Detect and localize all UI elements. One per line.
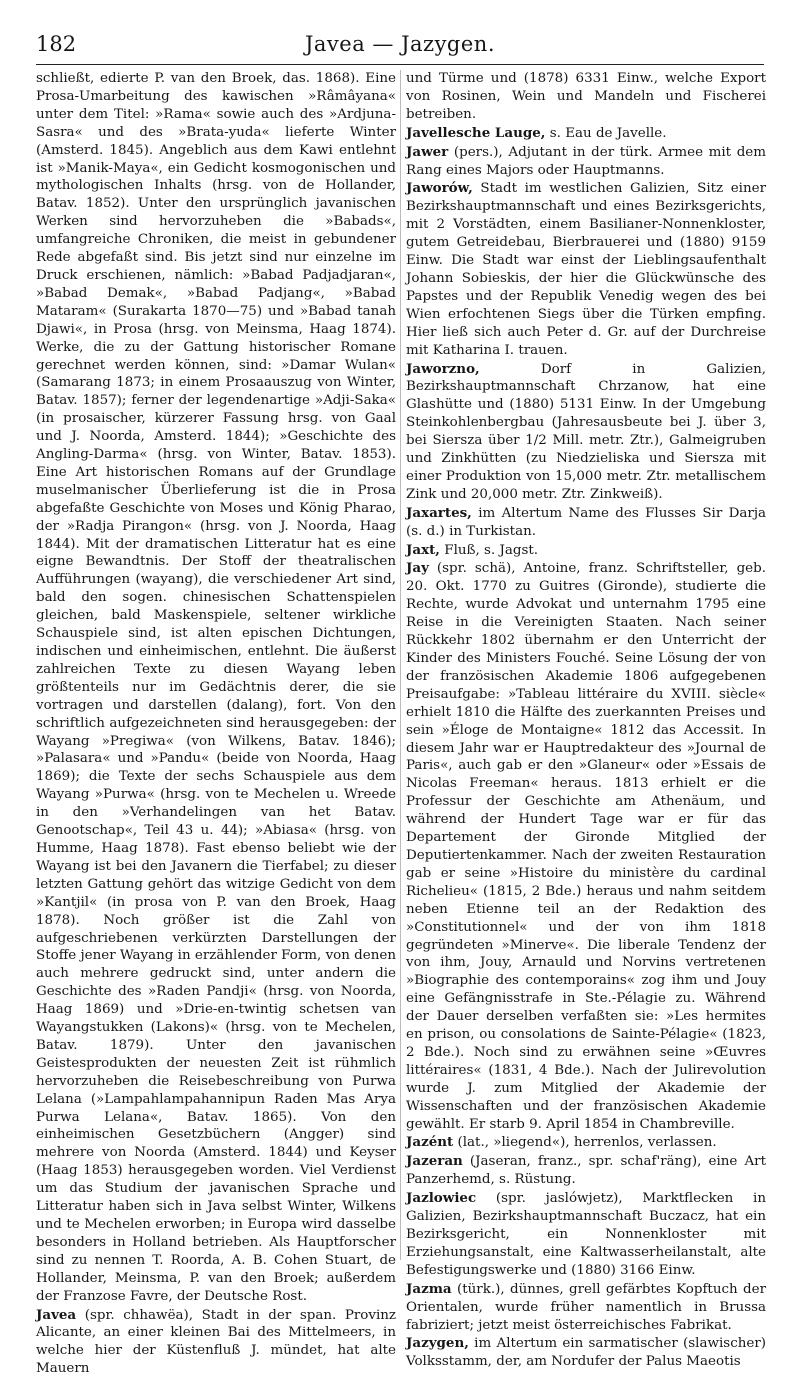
page-header (36, 24, 764, 65)
dictionary-entry (406, 361, 766, 504)
dictionary-entry (406, 560, 766, 1133)
entry-text: schließt, edierte P. van den Broek, das. 1868). Eine Prosa-Umarbeitung des kawischen »Râmâyana« unter dem Titel: »Rama« sowie auch des »Ardjuna-Sasra« und des »Brata-yuda« lieferte Winter (Amsterd. 1845). Angeblich aus dem Kawi entlehnt ist »Manik-Maya«, ein Gedicht kosmogonischen und mythologischen Inhalts (hrsg. von de Hollander, Batav. 1852). Unter den ursprünglich javanischen Werken sind hervorzuheben die »Babads«, umfangreiche Chroniken, die meist in gebundener Rede abgefaßt sind. Bis jetzt sind nur einzelne im Druck erschienen, nämlich: »Babad Padjadjaran«, »Babad Demak«, »Babad Padjang«, »Babad Mataram« (Surakarta 1870—75) und »Babad tanah Djawi«, in Prosa (hrsg. von Meinsma, Haag 1874). Werke, die zu der Gattung historischer Romane gerechnet werden können, sind: »Damar Wulan« (Samarang 1873; in einem Prosaauszug von Winter, Batav. 1857); ferner der legendenartige »Adji-Saka« (in prosaischer, kürzerer Fassung hrsg. von Gaal und J. Noorda, Amsterd. 1844); »Geschichte des Angling-Darma« (hrsg. von Winter, Batav. 1853). Eine Art historischen Romans auf der Grundlage muselmanischer Überlieferung ist die in Prosa abgefaßte Geschichte von Moses und König Pharao, der »Radja Pirangon« (hrsg. von J. Noorda, Haag 1844). Mit der dramatischen Litteratur hat es eine eigne Bewandtnis. Der Stoff der theatralischen Aufführungen (wayang), die verschiedener Art sind, bald den sogen. chinesischen Schattenspielen gleichen, bald Maskenspiele, seltener wirkliche Schauspiele sind, ist alten epischen Dichtungen, indischen und einheimischen, entlehnt. Die äußerst zahlreichen Texte zu diesen Wayang leben größtenteils nur im Gedächtnis derer, die sie vortragen und darstellen (dalang), fort. Von den schriftlich aufgezeichneten sind herausgegeben: der Wayang »Pregiwa« (von Wilkens, Batav. 1846); »Palasara« und »Pandu« (beide von Noorda, Haag 1869); die Texte der sechs Schauspiele aus dem Wayang »Purwa« (hrsg. von te Mechelen u. Wreede in den »Verhandelingen van het Batav. Genootschap«, Teil 43 u. 44); »Abiasa« (hrsg. von Humme, Haag 1878). Fast ebenso beliebt wie der Wayang ist bei den Javanern die Tierfabel; zu dieser letzten Gattung gehört das witzige Gedicht von dem »Kantjil« (in prosa von P. van den Broek, Haag 1878). Noch größer ist die Zahl von aufgeschriebenen verkürzten Darstellungen der Stoffe jener Wayang in erzählender Form, von denen auch mehrere gedruckt sind, unter andern die Geschichte des »Raden Pandji« (hrsg. von Noorda, Haag 1869) und »Drie-en-twintig schetsen van Wayangstukken (Lakons)« (hrsg. von te Mechelen, Batav. 1879). Unter den javanischen Geistesprodukten der neuesten Zeit ist rühmlich hervorzuheben die Reisebeschreibung von Purwa Lelana (»Lampahlampahannipun Raden Mas Arya Purwa Lelana«, Batav. 1865). Von den einheimischen Gesetzbüchern (Angger) sind mehrere von Noorda (Amsterd. 1844) und Keyser (Haag 1853) herausgegeben worden. Viel Verdienst um das Studium der javanischen Sprache und Litteratur haben sich in Java selbst Winter, Wilkens und te Mechelen erworben; in Europa wird dasselbe besonders in Holland betrieben. Als Hauptforscher sind zu nennen T. Roorda, A. B. Cohen Stuart, de Hollander, Meinsma, P. van den Broek; außerdem der Franzose Favre, der Deutsche Rost. (36, 71, 396, 1304)
entry-headword: Jazeran (406, 1153, 463, 1170)
dictionary-entry (406, 180, 766, 359)
entry-text: (pers.), Adjutant in der türk. Armee mit dem Rang eines Majors oder Hauptmanns. (406, 144, 766, 178)
entry-headword: Jaworzno, (406, 360, 480, 377)
entry-text: im Altertum Name des Flusses Sir Darja (s. d.) in Turkistan. (406, 505, 766, 539)
entry-headword: Jaxt, (406, 541, 440, 558)
running-title: Javea — Jazygen. (304, 32, 496, 56)
entry-text: (spr. chhawëa), Stadt in der span. Provinz Alicante, an einer kleinen Bai des Mittelmeers, in welche hier der Küstenfluß J. mündet, hat alte Mauern (36, 1307, 396, 1377)
entry-headword: Jazlowiec (406, 1190, 477, 1207)
entry-text: s. Eau de Javelle. (545, 125, 667, 141)
entry-headword: Jazént (406, 1134, 454, 1151)
entry-headword: Jazygen, (406, 1335, 469, 1352)
entry-text: (spr. schä), Antoine, franz. Schriftsteller, geb. 20. Okt. 1770 zu Guitres (Gironde), studierte die Rechte, wurde Advokat und unternahm 1795 eine Reise in die Vereinigten Staaten. Nach seiner Rückkehr 1802 übernahm er den Unterricht der Kinder des Ministers Fouché. Seine Lösung der von der französischen Akademie 1806 aufgegebenen Preisaufgabe: »Tableau littéraire du XVIII. siècle« erhielt 1810 die Hälfte des zuerkannten Preises und sein »Éloge de Montaigne« 1812 das Accessit. In diesem Jahr war er Hauptredakteur des »Journal de Paris«, auch gab er den »Glaneur« oder »Essais de Nicolas Freeman« heraus. 1813 erhielt er die Professur der Geschichte am Athenäum, und während der Hundert Tage war er für das Departement der Gironde Mitglied der Deputiertenkammer. Nach der zweiten Restauration gab er seine »Histoire du ministère du cardinal Richelieu« (1815, 2 Bde.) heraus und nahm seitdem neben Etienne teil an der Redaktion des »Constitutionnel« und der von ihm 1818 gegründeten »Minerve«. Die liberale Tendenz der von ihm, Jouy, Arnauld und Norvins vertretenen »Biographie des contemporains« zog ihm und Jouy eine Gefängnisstrafe in Ste.-Pélagie zu. Während der Dauer derselben verfaßten sie: »Les hermites en prison, ou consolations de Sainte-Pélagie« (1823, 2 Bde.). Noch sind zu erwähnen seine »Œuvres littéraires« (1831, 4 Bde.). Nach der Julirevolution wurde J. zum Mitglied der Akademie der Wissenschaften und der französischen Akademie gewählt. Er starb 9. April 1854 in Chambreville. (406, 561, 766, 1132)
dictionary-entry (406, 125, 766, 143)
left-column (36, 70, 396, 1377)
entry-text: (lat., »liegend«), herrenlos, verlassen. (453, 1135, 717, 1151)
dictionary-entry (406, 144, 766, 180)
entry-headword: Jawer (406, 143, 449, 160)
right-column (406, 70, 766, 1370)
dictionary-entry (406, 505, 766, 541)
entry-headword: Javea (36, 1306, 77, 1323)
entry-headword: Jazma (406, 1280, 452, 1297)
dictionary-entry (406, 1134, 766, 1152)
dictionary-entry (406, 1281, 766, 1335)
entry-text: (Jaseran, franz., spr. schaf'räng), eine Art Panzerhemd, s. Rüstung. (406, 1154, 766, 1188)
dictionary-entry (406, 542, 766, 560)
entry-headword: Jaworów, (406, 180, 473, 197)
column-divider (400, 70, 401, 1260)
entry-continuation (36, 70, 396, 1306)
entry-text: und Türme und (1878) 6331 Einw., welche Export von Rosinen, Wein und Mandeln und Fischerei betreiben. (406, 71, 766, 122)
entry-text: Fluß, s. Jagst. (439, 542, 539, 558)
entry-headword: Jaxartes, (406, 504, 472, 521)
entry-text: (türk.), dünnes, grell gefärbtes Kopftuch der Orientalen, wurde früher namentlich in Brussa fabriziert; jetzt meist österreichisches Fabrikat. (406, 1281, 766, 1333)
dictionary-entry (36, 1307, 396, 1378)
page-number: 182 (36, 32, 77, 56)
entry-text: im Altertum ein sarmatischer (slawischer) Volksstamm, der, am Nordufer der Palus Maeotis (406, 1336, 766, 1370)
entry-headword: Javellesche Lauge, (406, 124, 546, 141)
entry-text: Dorf in Galizien, Bezirkshauptmannschaft Chrzanow, hat eine Glashütte und (1880) 5131 Einw. In der Umgebung Steinkohlenbergbau (Jahresausbeute bei J. über 3, bei Siersza über 1/2 Mill. metr. Ztr.), Galmeigruben und Zinkhütten (zu Niedzieliska und Siersza mit einer Produktion von 15,000 metr. Ztr. metallischem Zink und 20,000 metr. Ztr. Zinkweiß). (406, 361, 766, 502)
entry-text: Stadt im westlichen Galizien, Sitz einer Bezirkshauptmannschaft und eines Bezirksgerichts, mit 2 Vorstädten, einem Basilianer-Nonnenkloster, gutem Getreidebau, Bierbrauerei und (1880) 9159 Einw. Die Stadt war einst der Lieblingsaufenthalt Johann Sobieskis, der hier die Glückwünsche des Papstes und der Republik Venedig wegen des bei Wien erfochtenen Siegs über die Türken empfing. Hier ließ sich auch Peter d. Gr. auf der Durchreise mit Katharina I. trauen. (406, 181, 766, 358)
dictionary-entry (406, 1153, 766, 1189)
entry-headword: Jay (406, 560, 429, 577)
dictionary-entry (406, 1190, 766, 1280)
dictionary-entry (406, 1335, 766, 1371)
entry-text: (spr. jaslówjetz), Marktflecken in Galizien, Bezirkshauptmannschaft Buczacz, hat ein Bezirksgericht, ein Nonnenkloster mit Erziehungsanstalt, eine Kaltwasserheilanstalt, alte Befestigungswerke und (1880) 3166 Einw. (406, 1191, 766, 1278)
entry-continuation (406, 70, 766, 124)
